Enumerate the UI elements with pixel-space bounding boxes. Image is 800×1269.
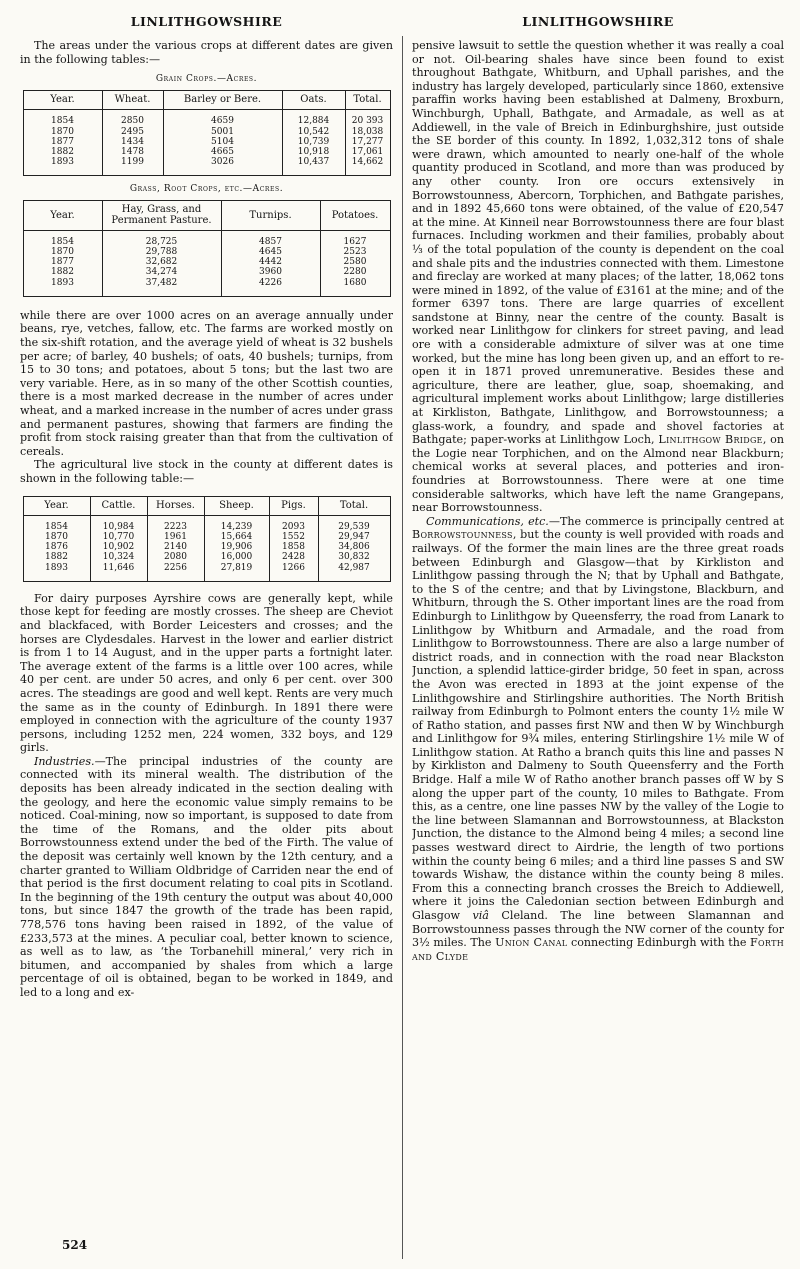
cell: 20 393 — [345, 110, 390, 127]
cell: 4857 — [221, 230, 320, 247]
cell: 1882 — [23, 267, 102, 277]
cell: 1870 — [23, 532, 90, 542]
column-divider — [402, 36, 403, 1259]
col-header: Barley or Bere. — [163, 91, 282, 110]
cell: 1680 — [320, 278, 390, 297]
cell: 37,482 — [102, 278, 221, 297]
table-row — [23, 230, 390, 247]
grass-root-crops-table — [23, 200, 391, 296]
cell: 2580 — [320, 257, 390, 267]
cell: 2256 — [147, 563, 204, 582]
col-header: Oats. — [282, 91, 345, 110]
table-row — [23, 110, 390, 127]
cell: 2093 — [269, 515, 318, 532]
cell: 10,324 — [90, 552, 147, 562]
cell: 2280 — [320, 267, 390, 277]
col-header: Year. — [23, 91, 102, 110]
communications-label: Communications, etc. — [426, 514, 549, 528]
cell: 4659 — [163, 110, 282, 127]
text-run: , but the county is well provided with roads and railways. Of the former the main lines are the three great roads between Edinburgh and Glasgow—that by Kirkliston and Linlithgow passing through the N; that by Uphall and Bathgate, to the S of the centre; and that by Livingstone, Blackburn, and Whitburn, through the S. Other important lines are the road from Edinburgh to Linlithgow by Queensferry, the road from Lanark to Linlithgow by Whitburn and Armadale, and the road from Linlithgow to Borrowstounness. There are also a large number of district roads, and in connection with the road near Blackston Junction, a splendid lattice-girder bridge, 50 feet in span, across the Avon was erected in 1893 at the joint expense of the Linlithgowshire and Stirlingshire authorities. The North British railway from Edinburgh to Polmont enters the county 1½ mile W of Ratho station, and passes first NW and then W by Winchburgh and Linlithgow for 9¾ miles, entering Stirlingshire 1½ mile W of Linlithgow station. At Ratho a branch quits this line and passes N by Kirkliston and Dalmeny to South Queensferry and the Forth Bridge. Half a mile W of Ratho another branch passes off W by S along the upper part of the county, 10 miles to Bathgate. From this, as a centre, one line passes NW by the valley of the Logie to the line between Slamannan and Borrowstounness, at Blackston Junction, the distance to the Almond being 4 miles; a second line passes westward direct to Airdrie, the length of two portions within the county being 6 miles; and a third line passes S and SW towards Wishaw, the distance within the county being 8 miles. From this a connecting branch crosses the Breich to Addiewell, where it joins the Caledonian section between Edinburgh and Glasgow — [412, 528, 784, 922]
cell: 4665 — [163, 147, 282, 157]
col-header: Hay, Grass, and Permanent Pasture. — [102, 201, 221, 230]
cell: 1854 — [23, 230, 102, 247]
left-column — [20, 14, 393, 1251]
text-run: Cleland. The line between Slamannan and Borrowstounness passes through the NW corner of the county for 3½ miles. The — [412, 909, 784, 950]
cell: 29,947 — [318, 532, 390, 542]
running-head-left: LINLITHGOWSHIRE — [130, 14, 283, 29]
page-number: 524 — [62, 1238, 88, 1252]
cell: 2080 — [147, 552, 204, 562]
text-run: , on the Logie near Torphichen, and on the Almond near Blackburn; chemical works at several places, and potteries and iron-foundries at Borrowstounness. There were at one time considerable saltworks, which have left the name Grangepans, near Borrowstounness. — [412, 433, 784, 515]
cell: 11,646 — [90, 563, 147, 582]
crops-paragraph: while there are over 1000 acres on an average annually under beans, rye, vetches, fallow, etc. The farms are worked mostly on the six-shift rotation, and the average yield of wheat is 32 bushels per acre; of barley, 40 bushels; of oats, 40 bushels; turnips, from 15 to 30 tons; and potatoes, about 5 tons; but the last two are very variable. Here, as in so many of the other Scottish counties, there is a most marked decrease in the number of acres under wheat, and a marked increase in the number of acres under grass and permanent pastures, showing that farmers are finding the profit from stock raising greater than that from the cultivation of cereals. — [20, 308, 393, 458]
cell: 17,061 — [345, 147, 390, 157]
cell: 1882 — [23, 147, 102, 157]
text-run: —The commerce is principally centred at — [548, 514, 784, 528]
cell: 1893 — [23, 563, 90, 582]
grass-table-caption: Grass, Root Crops, etc.—Acres. — [129, 184, 284, 195]
cell: 1893 — [23, 278, 102, 297]
communications-paragraph — [412, 515, 784, 964]
table-row — [23, 147, 390, 157]
right-column — [412, 14, 784, 1251]
col-header: Wheat. — [102, 91, 163, 110]
cell: 1877 — [23, 137, 102, 147]
cell: 14,239 — [204, 515, 269, 532]
col-header: Year. — [23, 496, 90, 515]
cell: 1877 — [23, 257, 102, 267]
col-header: Year. — [23, 201, 102, 230]
col-header: Total. — [345, 91, 390, 110]
livestock-table — [23, 496, 391, 582]
cell: 1266 — [269, 563, 318, 582]
col-header: Sheep. — [204, 496, 269, 515]
cell: 16,000 — [204, 552, 269, 562]
cell: 1893 — [23, 157, 102, 176]
cell: 32,682 — [102, 257, 221, 267]
cell: 1478 — [102, 147, 163, 157]
table-row — [23, 257, 390, 267]
cell: 5001 — [163, 127, 282, 137]
cell: 1876 — [23, 542, 90, 552]
cell: 28,725 — [102, 230, 221, 247]
cell: 2523 — [320, 247, 390, 257]
cell: 1854 — [23, 515, 90, 532]
cell: 19,906 — [204, 542, 269, 552]
table-row — [23, 278, 390, 297]
cell: 2850 — [102, 110, 163, 127]
cell: 1870 — [23, 247, 102, 257]
cell: 10,542 — [282, 127, 345, 137]
table-row — [23, 157, 390, 176]
cell: 3026 — [163, 157, 282, 176]
cell: 1627 — [320, 230, 390, 247]
cell: 1854 — [23, 110, 102, 127]
cell: 1858 — [269, 542, 318, 552]
italic-word: viâ — [472, 909, 489, 922]
cell: 4442 — [221, 257, 320, 267]
grain-table-caption: Grain Crops.—Acres. — [155, 74, 258, 85]
cell: 10,437 — [282, 157, 345, 176]
cell: 34,806 — [318, 542, 390, 552]
cell: 10,739 — [282, 137, 345, 147]
place-name: Forth and Clyde — [412, 936, 784, 963]
cell: 12,884 — [282, 110, 345, 127]
text-run: connecting Edinburgh with the — [567, 936, 751, 950]
dairy-paragraph: For dairy purposes Ayrshire cows are generally kept, while those kept for feeding are mostly crosses. The sheep are Cheviot and blackfaced, with Border Leicesters and crosses; and the horses are Clydesdales. Harvest in the lower and earlier district is from 1 to 14 August, and in the upper parts a fortnight later. The average extent of the farms is a little over 100 acres, while 40 per cent. are under 50 acres, and only 6 per cent. over 300 acres. The steadings are good and well kept. Rents are very much the same as in the county of Edinburgh. In 1891 there were employed in connection with the agriculture of the county 1937 persons, including 1252 men, 224 women, 332 boys, and 129 girls. — [20, 591, 393, 755]
table-row — [23, 137, 390, 147]
cell: 2223 — [147, 515, 204, 532]
cell: 4226 — [221, 278, 320, 297]
cell: 1199 — [102, 157, 163, 176]
cell: 1882 — [23, 552, 90, 562]
cell: 17,277 — [345, 137, 390, 147]
industries-label: Industries. — [34, 754, 95, 768]
table-row — [23, 515, 390, 532]
table-row — [23, 552, 390, 562]
cell: 29,788 — [102, 247, 221, 257]
table-row — [23, 267, 390, 277]
cell: 3960 — [221, 267, 320, 277]
grain-crops-table — [23, 90, 391, 176]
cell: 14,662 — [345, 157, 390, 176]
livestock-intro: The agricultural live stock in the county at different dates is shown in the following table:— — [20, 458, 393, 485]
cell: 34,274 — [102, 267, 221, 277]
place-name: Union Canal — [495, 936, 568, 950]
cell: 5104 — [163, 137, 282, 147]
col-header: Horses. — [147, 496, 204, 515]
table-row — [23, 563, 390, 582]
industries-paragraph — [20, 755, 393, 1000]
cell: 10,984 — [90, 515, 147, 532]
table-row — [23, 532, 390, 542]
cell: 42,987 — [318, 563, 390, 582]
cell: 27,819 — [204, 563, 269, 582]
col-header: Potatoes. — [320, 201, 390, 230]
col-header: Cattle. — [90, 496, 147, 515]
col-header: Pigs. — [269, 496, 318, 515]
col-header: Total. — [318, 496, 390, 515]
cell: 1552 — [269, 532, 318, 542]
cell: 30,832 — [318, 552, 390, 562]
cell: 15,664 — [204, 532, 269, 542]
place-name: Borrowstounness — [412, 528, 513, 542]
cell: 1870 — [23, 127, 102, 137]
cell: 10,902 — [90, 542, 147, 552]
cell: 4645 — [221, 247, 320, 257]
col-header: Turnips. — [221, 201, 320, 230]
running-head-right: LINLITHGOWSHIRE — [522, 14, 674, 29]
industries-text: —The principal industries of the county are connected with its mineral wealth. The distribution of the deposits has been already indicated in the section dealing with the geology, and here the economic value simply remains to be noticed. Coal-mining, now so important, is supposed to date from the time of the Romans, and the older pits about Borrowstounness extend under the bed of the Firth. The value of the deposit was certainly well known by the 12th century, and a charter granted to William Oldbridge of Carriden near the end of that period is the first document relating to coal pits in Scotland. In the beginning of the 19th century the output was about 40,000 tons, but since 1847 the growth of the trade has been rapid, 778,576 tons having been raised in 1892, of the value of £233,573 at the mines. A peculiar coal, better known to science, as well as to law, as ‘the Torbanehill mineral,’ very rich in bitumen, and accompanied by shales from which a large percentage of oil is obtained, began to be worked in 1849, and led to a long and ex- — [20, 754, 393, 999]
cell: 1434 — [102, 137, 163, 147]
place-name: Linlithgow Bridge — [658, 433, 763, 447]
cell: 2495 — [102, 127, 163, 137]
cell: 2428 — [269, 552, 318, 562]
table-row — [23, 127, 390, 137]
table-row — [23, 542, 390, 552]
minerals-paragraph — [412, 39, 784, 515]
cell: 29,539 — [318, 515, 390, 532]
cell: 2140 — [147, 542, 204, 552]
text-run: pensive lawsuit to settle the question whether it was really a coal or not. Oil-bearing shales have since been found to exist throughout Bathgate, Whitburn, and Uphall parishes, and the industry has largely developed, particularly since 1860, extensive paraffin works having been established at Dalmeny, Broxburn, Winchburgh, Uphall, Bathgate, and Armadale, as well as at Addiewell, in the vale of Breich in Edinburghshire, just outside the SE border of this county. In 1892, 1,032,312 tons of shale were drawn, which amounted to nearly one-half of the whole quantity produced in Scotland, and more than was produced by any other county. Iron ore occurs extensively in Borrowstounness, Abercorn, Torphichen, and Bathgate parishes, and in 1892 45,660 tons were obtained, of the value of £20,547 at the mine. At Kinneil near Borrowstounness there are four blast furnaces. Including workmen and their families, probably about ⅓ of the total population of the county is dependent on the coal and shale pits and the industries connected with them. Limestone and fireclay are worked at many places; of the latter, 18,062 tons were mined in 1892, of the value of £3161 at the mine; and of the former 6397 tons. There are large quarries of excellent sandstone at Binny, near the centre of the county. Basalt is worked near Linlithgow for clinkers for street paving, and lead ore with a considerable admixture of silver was at one time worked, but the mine has long been given up, and an effort to re-open it in 1871 proved unremunerative. Besides these and agriculture, there are leather, glue, soap, shoemaking, and agricultural implement works about Linlithgow; large distilleries at Kirkliston, Bathgate, Linlithgow, and Borrowstounness; a glass-work, a foundry, and spade and shovel factories at Bathgate; paper-works at Linlithgow Loch, — [412, 39, 784, 447]
crops-intro: The areas under the various crops at different dates are given in the following tables:— — [20, 39, 393, 66]
cell: 18,038 — [345, 127, 390, 137]
cell: 1961 — [147, 532, 204, 542]
cell: 10,918 — [282, 147, 345, 157]
table-row — [23, 247, 390, 257]
cell: 10,770 — [90, 532, 147, 542]
